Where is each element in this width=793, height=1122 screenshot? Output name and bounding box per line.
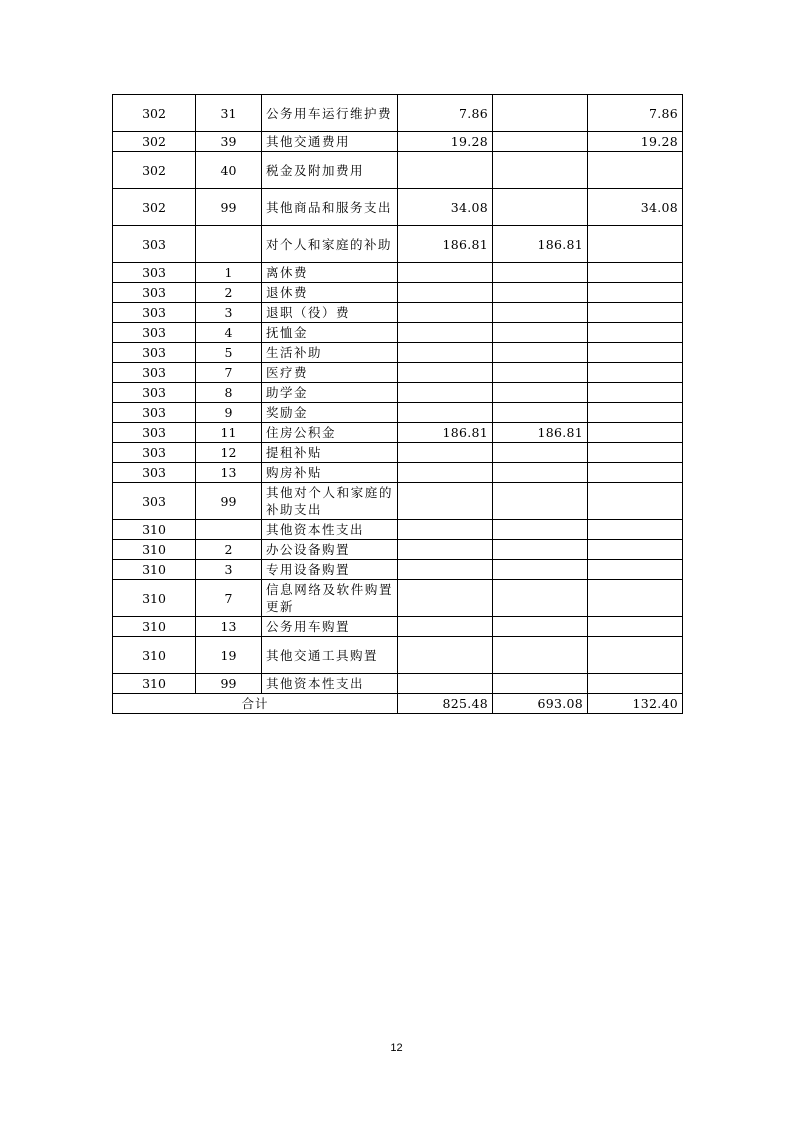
total-amount-cell: 186.81 bbox=[398, 226, 493, 263]
category-code-cell: 303 bbox=[113, 323, 196, 343]
basic-amount-cell: 186.81 bbox=[493, 423, 588, 443]
table-row bbox=[113, 560, 683, 580]
table-row bbox=[113, 580, 683, 617]
category-code-cell: 310 bbox=[113, 617, 196, 637]
subcategory-code-cell: 31 bbox=[196, 95, 262, 132]
table-row bbox=[113, 189, 683, 226]
category-code-cell: 302 bbox=[113, 189, 196, 226]
category-code-cell: 310 bbox=[113, 560, 196, 580]
subcategory-code-cell: 9 bbox=[196, 403, 262, 423]
total-amount-cell bbox=[398, 560, 493, 580]
basic-amount-cell bbox=[493, 540, 588, 560]
basic-amount-cell: 186.81 bbox=[493, 226, 588, 263]
table-row bbox=[113, 343, 683, 363]
category-code-cell: 310 bbox=[113, 674, 196, 694]
project-amount-cell: 19.28 bbox=[588, 132, 683, 152]
item-name-cell: 退休费 bbox=[262, 283, 398, 303]
total-amount-cell bbox=[398, 383, 493, 403]
total-amount-cell bbox=[398, 283, 493, 303]
subcategory-code-cell: 12 bbox=[196, 443, 262, 463]
category-code-cell: 303 bbox=[113, 263, 196, 283]
category-code-cell: 302 bbox=[113, 132, 196, 152]
project-amount-cell bbox=[588, 403, 683, 423]
basic-amount-cell bbox=[493, 520, 588, 540]
total-amount-cell: 19.28 bbox=[398, 132, 493, 152]
project-amount-cell bbox=[588, 283, 683, 303]
subcategory-code-cell bbox=[196, 226, 262, 263]
basic-amount-cell bbox=[493, 132, 588, 152]
subcategory-code-cell: 7 bbox=[196, 363, 262, 383]
item-name-cell: 其他资本性支出 bbox=[262, 520, 398, 540]
basic-amount-cell bbox=[493, 560, 588, 580]
table-row bbox=[113, 383, 683, 403]
total-amount-cell bbox=[398, 152, 493, 189]
total-amount-cell bbox=[398, 617, 493, 637]
total-amount-cell bbox=[398, 363, 493, 383]
item-name-cell: 办公设备购置 bbox=[262, 540, 398, 560]
subcategory-code-cell: 8 bbox=[196, 383, 262, 403]
item-name-cell: 提租补贴 bbox=[262, 443, 398, 463]
item-name-cell: 公务用车运行维护费 bbox=[262, 95, 398, 132]
category-code-cell: 303 bbox=[113, 226, 196, 263]
total-amount-cell bbox=[398, 403, 493, 423]
category-code-cell: 303 bbox=[113, 383, 196, 403]
item-name-cell: 对个人和家庭的补助 bbox=[262, 226, 398, 263]
subcategory-code-cell: 1 bbox=[196, 263, 262, 283]
subcategory-code-cell bbox=[196, 520, 262, 540]
project-amount-cell bbox=[588, 226, 683, 263]
table-row bbox=[113, 617, 683, 637]
total-amount-cell bbox=[398, 443, 493, 463]
item-name-cell: 医疗费 bbox=[262, 363, 398, 383]
category-code-cell: 303 bbox=[113, 423, 196, 443]
project-amount-cell bbox=[588, 343, 683, 363]
table-row bbox=[113, 152, 683, 189]
item-name-cell: 其他交通费用 bbox=[262, 132, 398, 152]
basic-amount-cell bbox=[493, 363, 588, 383]
subcategory-code-cell: 40 bbox=[196, 152, 262, 189]
item-name-cell: 信息网络及软件购置更新 bbox=[262, 580, 398, 617]
item-name-cell: 税金及附加费用 bbox=[262, 152, 398, 189]
basic-amount-cell bbox=[493, 323, 588, 343]
basic-amount-cell: 693.08 bbox=[493, 694, 588, 714]
basic-amount-cell bbox=[493, 674, 588, 694]
subcategory-code-cell: 2 bbox=[196, 283, 262, 303]
table-row bbox=[113, 463, 683, 483]
item-name-cell: 抚恤金 bbox=[262, 323, 398, 343]
item-name-cell: 退职（役）费 bbox=[262, 303, 398, 323]
total-amount-cell: 7.86 bbox=[398, 95, 493, 132]
table-row bbox=[113, 283, 683, 303]
category-code-cell: 303 bbox=[113, 463, 196, 483]
project-amount-cell bbox=[588, 383, 683, 403]
project-amount-cell bbox=[588, 674, 683, 694]
category-code-cell: 303 bbox=[113, 363, 196, 383]
basic-amount-cell bbox=[493, 617, 588, 637]
item-name-cell: 住房公积金 bbox=[262, 423, 398, 443]
item-name-cell: 购房补贴 bbox=[262, 463, 398, 483]
project-amount-cell bbox=[588, 323, 683, 343]
basic-amount-cell bbox=[493, 95, 588, 132]
subcategory-code-cell: 99 bbox=[196, 674, 262, 694]
project-amount-cell: 132.40 bbox=[588, 694, 683, 714]
total-amount-cell bbox=[398, 674, 493, 694]
project-amount-cell bbox=[588, 580, 683, 617]
basic-amount-cell bbox=[493, 263, 588, 283]
table-row bbox=[113, 132, 683, 152]
subcategory-code-cell: 3 bbox=[196, 560, 262, 580]
item-name-cell: 专用设备购置 bbox=[262, 560, 398, 580]
basic-amount-cell bbox=[493, 283, 588, 303]
project-amount-cell bbox=[588, 520, 683, 540]
item-name-cell: 公务用车购置 bbox=[262, 617, 398, 637]
basic-amount-cell bbox=[493, 580, 588, 617]
table-row bbox=[113, 403, 683, 423]
total-amount-cell bbox=[398, 303, 493, 323]
basic-amount-cell bbox=[493, 343, 588, 363]
basic-amount-cell bbox=[493, 152, 588, 189]
subcategory-code-cell: 5 bbox=[196, 343, 262, 363]
category-code-cell: 303 bbox=[113, 283, 196, 303]
total-amount-cell bbox=[398, 483, 493, 520]
total-amount-cell: 825.48 bbox=[398, 694, 493, 714]
table-row bbox=[113, 303, 683, 323]
category-code-cell: 303 bbox=[113, 303, 196, 323]
subcategory-code-cell: 19 bbox=[196, 637, 262, 674]
table-row bbox=[113, 637, 683, 674]
subcategory-code-cell: 4 bbox=[196, 323, 262, 343]
category-code-cell: 302 bbox=[113, 152, 196, 189]
subcategory-code-cell: 99 bbox=[196, 483, 262, 520]
project-amount-cell bbox=[588, 560, 683, 580]
category-code-cell: 303 bbox=[113, 403, 196, 423]
basic-amount-cell bbox=[493, 463, 588, 483]
item-name-cell: 离休费 bbox=[262, 263, 398, 283]
project-amount-cell bbox=[588, 637, 683, 674]
subcategory-code-cell: 3 bbox=[196, 303, 262, 323]
page-number: 12 bbox=[390, 1042, 403, 1054]
subcategory-code-cell: 13 bbox=[196, 617, 262, 637]
category-code-cell: 303 bbox=[113, 483, 196, 520]
table-row bbox=[113, 674, 683, 694]
project-amount-cell bbox=[588, 263, 683, 283]
item-name-cell: 奖励金 bbox=[262, 403, 398, 423]
total-amount-cell: 186.81 bbox=[398, 423, 493, 443]
category-code-cell: 310 bbox=[113, 520, 196, 540]
table-row bbox=[113, 423, 683, 443]
project-amount-cell bbox=[588, 303, 683, 323]
subcategory-code-cell: 13 bbox=[196, 463, 262, 483]
total-amount-cell bbox=[398, 520, 493, 540]
item-name-cell: 助学金 bbox=[262, 383, 398, 403]
table-row bbox=[113, 443, 683, 463]
project-amount-cell bbox=[588, 152, 683, 189]
table-row bbox=[113, 520, 683, 540]
category-code-cell: 303 bbox=[113, 343, 196, 363]
category-code-cell: 310 bbox=[113, 580, 196, 617]
item-name-cell: 其他对个人和家庭的补助支出 bbox=[262, 483, 398, 520]
project-amount-cell bbox=[588, 463, 683, 483]
basic-amount-cell bbox=[493, 403, 588, 423]
project-amount-cell: 7.86 bbox=[588, 95, 683, 132]
category-code-cell: 303 bbox=[113, 443, 196, 463]
total-row bbox=[113, 694, 683, 714]
project-amount-cell bbox=[588, 443, 683, 463]
total-amount-cell bbox=[398, 343, 493, 363]
category-code-cell: 310 bbox=[113, 637, 196, 674]
subcategory-code-cell: 99 bbox=[196, 189, 262, 226]
project-amount-cell bbox=[588, 423, 683, 443]
total-amount-cell bbox=[398, 263, 493, 283]
project-amount-cell bbox=[588, 483, 683, 520]
total-amount-cell bbox=[398, 463, 493, 483]
subcategory-code-cell: 7 bbox=[196, 580, 262, 617]
table-row bbox=[113, 226, 683, 263]
total-amount-cell bbox=[398, 580, 493, 617]
table-row bbox=[113, 263, 683, 283]
table-row bbox=[113, 363, 683, 383]
total-amount-cell bbox=[398, 637, 493, 674]
project-amount-cell bbox=[588, 540, 683, 560]
table-row bbox=[113, 540, 683, 560]
table-body bbox=[113, 95, 683, 714]
subcategory-code-cell: 11 bbox=[196, 423, 262, 443]
project-amount-cell: 34.08 bbox=[588, 189, 683, 226]
item-name-cell: 其他交通工具购置 bbox=[262, 637, 398, 674]
basic-amount-cell bbox=[493, 383, 588, 403]
table-row bbox=[113, 483, 683, 520]
table-row bbox=[113, 95, 683, 132]
project-amount-cell bbox=[588, 363, 683, 383]
item-name-cell: 其他商品和服务支出 bbox=[262, 189, 398, 226]
item-name-cell: 其他资本性支出 bbox=[262, 674, 398, 694]
basic-amount-cell bbox=[493, 637, 588, 674]
item-name-cell: 生活补助 bbox=[262, 343, 398, 363]
basic-amount-cell bbox=[493, 303, 588, 323]
total-label: 合计 bbox=[113, 694, 398, 714]
subcategory-code-cell: 2 bbox=[196, 540, 262, 560]
table-row bbox=[113, 323, 683, 343]
category-code-cell: 310 bbox=[113, 540, 196, 560]
category-code-cell: 302 bbox=[113, 95, 196, 132]
total-amount-cell bbox=[398, 323, 493, 343]
basic-amount-cell bbox=[493, 189, 588, 226]
project-amount-cell bbox=[588, 617, 683, 637]
total-amount-cell bbox=[398, 540, 493, 560]
budget-expenditure-table bbox=[112, 94, 683, 714]
total-amount-cell: 34.08 bbox=[398, 189, 493, 226]
basic-amount-cell bbox=[493, 483, 588, 520]
basic-amount-cell bbox=[493, 443, 588, 463]
subcategory-code-cell: 39 bbox=[196, 132, 262, 152]
